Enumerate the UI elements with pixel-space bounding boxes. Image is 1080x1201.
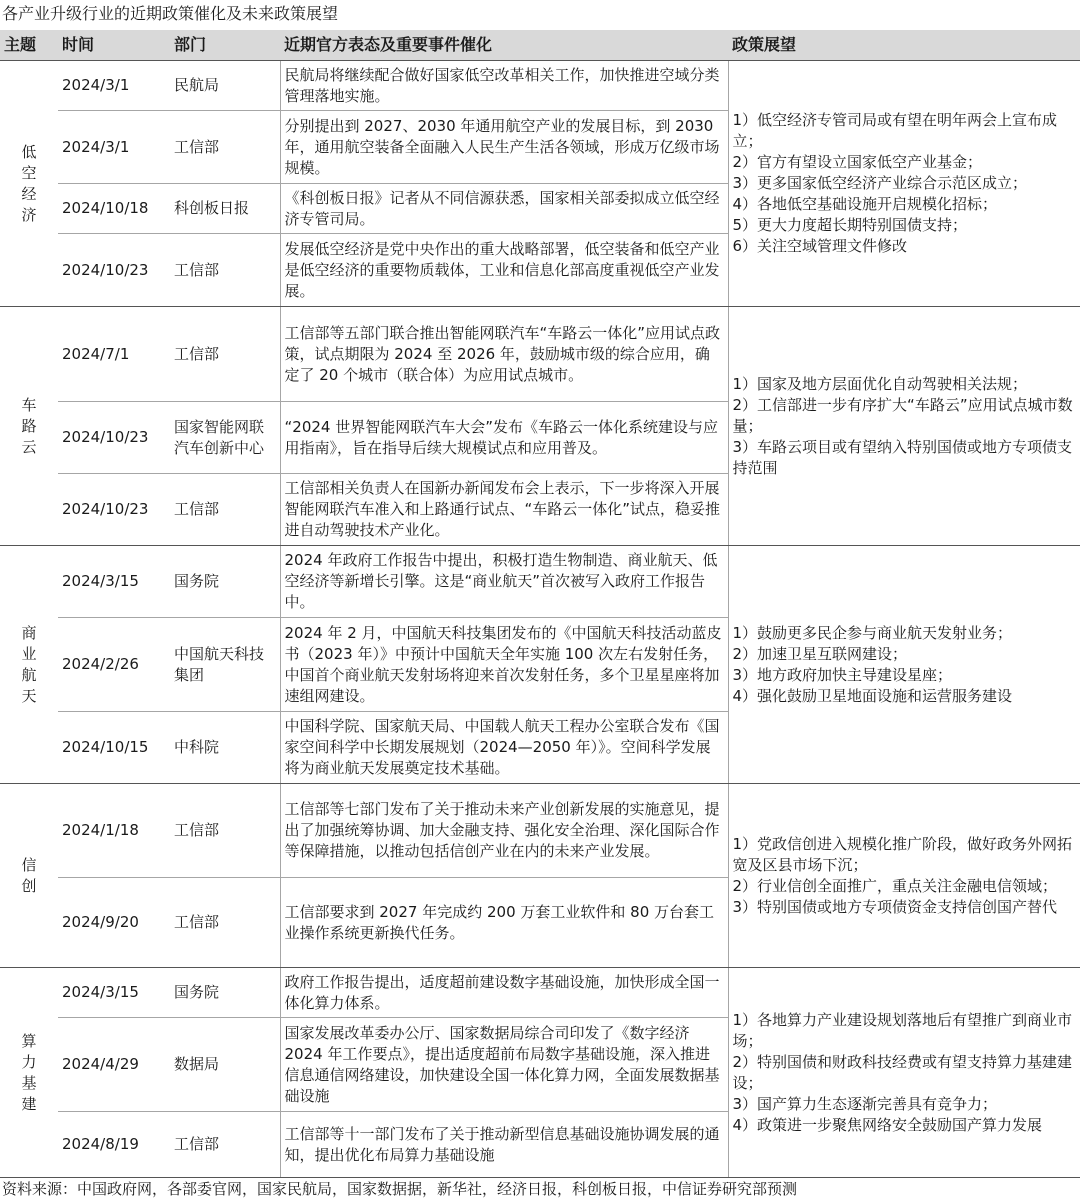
outlook-item: 4）政策进一步聚焦网络安全鼓励国产算力发展 xyxy=(732,1115,1043,1134)
dept-cell: 国务院 xyxy=(170,546,280,618)
table-row xyxy=(0,61,1080,111)
outlook-item: 2）行业信创全面推广，重点关注金融电信领域； xyxy=(732,876,1058,895)
date-cell: 2024/3/15 xyxy=(58,546,170,618)
topic-cell xyxy=(0,61,58,307)
outlook-item: 1）低空经济专管司局或有望在明年两会上宣布成立； xyxy=(732,111,1058,150)
outlook-item: 3）更多国家低空经济产业综合示范区成立； xyxy=(732,174,1028,192)
table-row xyxy=(0,307,1080,402)
header-topic: 主题 xyxy=(0,30,58,61)
dept-cell: 数据局 xyxy=(170,1018,280,1112)
dept-cell: 中科院 xyxy=(170,712,280,784)
header-date: 时间 xyxy=(58,30,170,61)
dept-cell: 工信部 xyxy=(170,234,280,307)
dept-cell: 工信部 xyxy=(170,111,280,184)
outlook-item: 5）更大力度超长期特别国债支持； xyxy=(732,216,968,234)
dept-cell: 科创板日报 xyxy=(170,184,280,234)
event-cell: 工信部等五部门联合推出智能网联汽车“车路云一体化”应用试点政策，试点期限为 2024 至 2026 年，鼓励城市级的综合应用，确定了 20 个城市（联合体）为应用试点城市。 xyxy=(280,307,728,402)
dept-cell: 国家智能网联汽车创新中心 xyxy=(170,402,280,474)
outlook-item: 3）国产算力生态逐渐完善具有竞争力； xyxy=(732,1094,998,1113)
date-cell: 2024/1/18 xyxy=(58,784,170,878)
event-cell: 工信部等十一部门发布了关于推动新型信息基础设施协调发展的通知，提出优化布局算力基础设施 xyxy=(280,1112,728,1178)
event-cell: 工信部等七部门发布了关于推动未来产业创新发展的实施意见，提出了加强统筹协调、加大金融支持、强化安全治理、深化国际合作等保障措施，以推动包括信创产业在内的未来产业发展。 xyxy=(280,784,728,878)
table-row xyxy=(0,784,1080,878)
date-cell: 2024/3/1 xyxy=(58,61,170,111)
date-cell: 2024/10/23 xyxy=(58,234,170,307)
event-cell: 发展低空经济是党中央作出的重大战略部署，低空装备和低空产业是低空经济的重要物质载体，工业和信息化部高度重视低空产业发展。 xyxy=(280,234,728,307)
dept-cell: 工信部 xyxy=(170,878,280,968)
outlook-item: 2）官方有望设立国家低空产业基金； xyxy=(732,153,983,171)
header-row xyxy=(0,30,1080,61)
date-cell: 2024/8/19 xyxy=(58,1112,170,1178)
event-cell: 工信部相关负责人在国新办新闻发布会上表示，下一步将深入开展智能网联汽车准入和上路通行试点、“车路云一体化”试点，稳妥推进自动驾驶技术产业化。 xyxy=(280,474,728,546)
header-dept: 部门 xyxy=(170,30,280,61)
date-cell: 2024/2/26 xyxy=(58,618,170,712)
date-cell: 2024/10/23 xyxy=(58,474,170,546)
event-cell: 国家发展改革委办公厅、国家数据局综合司印发了《数字经济 2024 年工作要点》，提出适度超前布局数字基础设施，深入推进信息通信网络建设，加快建设全国一体化算力网，全面发展数据基础设施 xyxy=(280,1018,728,1112)
outlook-item: 1）各地算力产业建设规划落地后有望推广到商业市场； xyxy=(732,1010,1073,1050)
outlook-cell xyxy=(728,546,1080,784)
outlook-cell xyxy=(728,61,1080,307)
date-cell: 2024/10/23 xyxy=(58,402,170,474)
table-title: 各产业升级行业的近期政策催化及未来政策展望 xyxy=(2,4,339,23)
outlook-item: 2）特别国债和财政科技经费或有望支持算力基建建设； xyxy=(732,1052,1073,1092)
outlook-cell xyxy=(728,307,1080,546)
event-cell: 2024 年政府工作报告中提出，积极打造生物制造、商业航天、低空经济等新增长引擎。这是“商业航天”首次被写入政府工作报告中。 xyxy=(280,546,728,618)
topic-cell xyxy=(0,968,58,1178)
date-cell: 2024/10/15 xyxy=(58,712,170,784)
date-cell: 2024/7/1 xyxy=(58,307,170,402)
dept-cell: 工信部 xyxy=(170,784,280,878)
header-events: 近期官方表态及重要事件催化 xyxy=(280,30,728,61)
outlook-item: 2）加速卫星互联网建设； xyxy=(732,644,908,663)
outlook-cell xyxy=(728,784,1080,968)
dept-cell: 国务院 xyxy=(170,968,280,1018)
policy-table xyxy=(0,30,1080,1178)
event-cell: 政府工作报告提出，适度超前建设数字基础设施，加快形成全国一体化算力体系。 xyxy=(280,968,728,1018)
outlook-item: 3）特别国债或地方专项债资金支持信创国产替代 xyxy=(732,897,1058,916)
outlook-item: 3）车路云项目或有望纳入特别国债或地方专项债支持范围 xyxy=(732,437,1073,477)
topic-cell xyxy=(0,784,58,968)
event-cell: 工信部要求到 2027 年完成约 200 万套工业软件和 80 万台套工业操作系统更新换代任务。 xyxy=(280,878,728,968)
date-cell: 2024/4/29 xyxy=(58,1018,170,1112)
table-row xyxy=(0,546,1080,618)
event-cell: 2024 年 2 月，中国航天科技集团发布的《中国航天科技活动蓝皮书（2023 年）》中预计中国航天全年实施 100 次左右发射任务，中国首个商业航天发射场将迎来首次发射任务，多个卫星星座将加速组网建设。 xyxy=(280,618,728,712)
event-cell: 分别提出到 2027、2030 年通用航空产业的发展目标，到 2030 年，通用航空装备全面融入人民生产生活各领域，形成万亿级市场规模。 xyxy=(280,111,728,184)
topic-label: 商业航天 xyxy=(21,623,37,705)
outlook-item: 1）党政信创进入规模化推广阶段，做好政务外网拓宽及区县市场下沉； xyxy=(732,834,1073,874)
outlook-item: 1）国家及地方层面优化自动驾驶相关法规； xyxy=(732,374,1028,393)
source-note: 资料来源：中国政府网，各部委官网，国家民航局，国家数据据，新华社，经济日报，科创板日报，中信证券研究部预测 xyxy=(2,1180,798,1198)
topic-label: 低空经济 xyxy=(21,142,37,224)
dept-cell: 工信部 xyxy=(170,307,280,402)
topic-label: 算力基建 xyxy=(21,1031,37,1113)
topic-cell xyxy=(0,546,58,784)
header-outlook: 政策展望 xyxy=(728,30,1080,61)
outlook-item: 3）地方政府加快主导建设星座； xyxy=(732,665,953,684)
dept-cell: 工信部 xyxy=(170,1112,280,1178)
outlook-cell xyxy=(728,968,1080,1178)
outlook-item: 1）鼓励更多民企参与商业航天发射业务； xyxy=(732,623,1013,642)
event-cell: 《科创板日报》记者从不同信源获悉，国家相关部委拟成立低空经济专管司局。 xyxy=(280,184,728,234)
outlook-item: 4）各地低空基础设施开启规模化招标； xyxy=(732,195,998,213)
topic-label: 车路云 xyxy=(21,395,37,456)
date-cell: 2024/3/1 xyxy=(58,111,170,184)
dept-cell: 工信部 xyxy=(170,474,280,546)
date-cell: 2024/9/20 xyxy=(58,878,170,968)
dept-cell: 中国航天科技集团 xyxy=(170,618,280,712)
outlook-item: 6）关注空域管理文件修改 xyxy=(732,237,908,255)
event-cell: 中国科学院、国家航天局、中国载人航天工程办公室联合发布《国家空间科学中长期发展规划（2024—2050 年）》。空间科学发展将为商业航天发展奠定技术基础。 xyxy=(280,712,728,784)
table-row xyxy=(0,968,1080,1018)
event-cell: 民航局将继续配合做好国家低空改革相关工作，加快推进空域分类管理落地实施。 xyxy=(280,61,728,111)
date-cell: 2024/3/15 xyxy=(58,968,170,1018)
event-cell: “2024 世界智能网联汽车大会”发布《车路云一体化系统建设与应用指南》，旨在指导后续大规模试点和应用普及。 xyxy=(280,402,728,474)
dept-cell: 民航局 xyxy=(170,61,280,111)
topic-label: 信创 xyxy=(21,855,37,895)
outlook-item: 4）强化鼓励卫星地面设施和运营服务建设 xyxy=(732,686,1013,705)
outlook-item: 2）工信部进一步有序扩大“车路云”应用试点城市数量； xyxy=(732,395,1073,435)
date-cell: 2024/10/18 xyxy=(58,184,170,234)
topic-cell xyxy=(0,307,58,546)
